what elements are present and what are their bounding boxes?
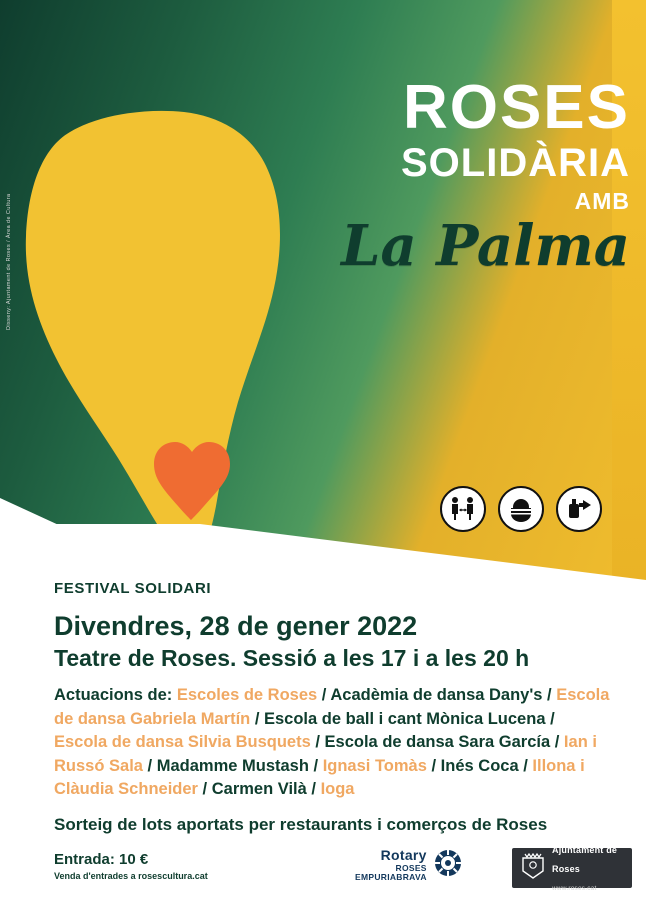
- performer-name: Escola de dansa Silvia Busquets: [54, 733, 316, 752]
- performer-separator: /: [523, 756, 528, 775]
- headline-solidaria: SOLIDÀRIA: [401, 140, 630, 185]
- ajuntament-logo: [512, 845, 632, 893]
- performers-list: [54, 684, 610, 801]
- performer-name: Escola de dansa Gabriela Martín: [54, 686, 610, 728]
- headline-roses: ROSES: [402, 73, 630, 142]
- performer-name: Ignasi Tomàs: [318, 756, 432, 775]
- side-credit-text: Disseny: Ajuntament de Roses / Àrea de Cultura: [6, 193, 12, 330]
- ticket-price: Entrada: 10 €: [54, 850, 149, 868]
- performer-separator: /: [547, 686, 552, 705]
- performer-name: Illona i Clàudia Schneider: [54, 756, 585, 799]
- performer-name: Inés Coca: [436, 756, 524, 775]
- safety-icons-group: [440, 486, 602, 532]
- headline-la-palma: La Palma: [341, 212, 630, 279]
- performers-label: Actuacions de:: [54, 686, 173, 705]
- headline-block: [320, 73, 630, 279]
- ajuntament-name: Ajuntament de Roses: [552, 845, 618, 874]
- rotary-name: Rotary: [380, 847, 427, 863]
- rotary-wheel-icon: [433, 848, 463, 883]
- event-date: Divendres, 28 de gener 2022: [54, 611, 418, 641]
- performer-name: Acadèmia de dansa Dany's: [326, 686, 548, 705]
- poster-content: [54, 580, 610, 881]
- performer-separator: /: [315, 733, 320, 752]
- performer-separator: /: [254, 709, 260, 728]
- performer-name: Escola de dansa Sara García: [319, 733, 555, 752]
- rotary-logo: [355, 848, 463, 883]
- performer-separator: /: [202, 780, 208, 799]
- performer-separator: /: [313, 756, 319, 775]
- performer-name: Escoles de Roses: [176, 686, 322, 705]
- roses-crest-icon: [520, 852, 546, 885]
- ajuntament-url: www.roses.cat: [552, 885, 597, 893]
- performer-separator: /: [311, 780, 316, 799]
- performer-name: Escola de ball i cant Mònica Lucena: [259, 709, 551, 728]
- performer-separator: /: [321, 686, 327, 705]
- face-mask-icon: [498, 486, 544, 532]
- performer-name: Madamme Mustash: [152, 756, 314, 775]
- performer-name: Ioga: [315, 780, 355, 799]
- performer-separator: /: [550, 709, 555, 728]
- performer-separator: /: [554, 733, 560, 752]
- raffle-text: Sorteig de lots aportats per restaurants i comerços de Roses: [54, 814, 548, 834]
- performer-name: Ian i Russó Sala: [54, 733, 597, 775]
- rotary-club: ROSES: [395, 862, 427, 873]
- performer-name: Carmen Vilà: [207, 780, 312, 799]
- performer-separator: /: [431, 756, 437, 775]
- headline-amb: AMB: [574, 187, 630, 214]
- ticket-sales-note: Venda d'entrades a rosescultura.cat: [54, 870, 208, 881]
- performer-separator: /: [147, 756, 153, 775]
- event-venue: Teatre de Roses. Sessió a les 17 i a les 20 h: [54, 644, 530, 671]
- social-distance-icon: [440, 486, 486, 532]
- hand-sanitizer-icon: [556, 486, 602, 532]
- festival-kicker: FESTIVAL SOLIDARI: [54, 580, 212, 597]
- la-palma-island-illustration: [12, 96, 332, 566]
- rotary-area: EMPURIABRAVA: [355, 872, 427, 883]
